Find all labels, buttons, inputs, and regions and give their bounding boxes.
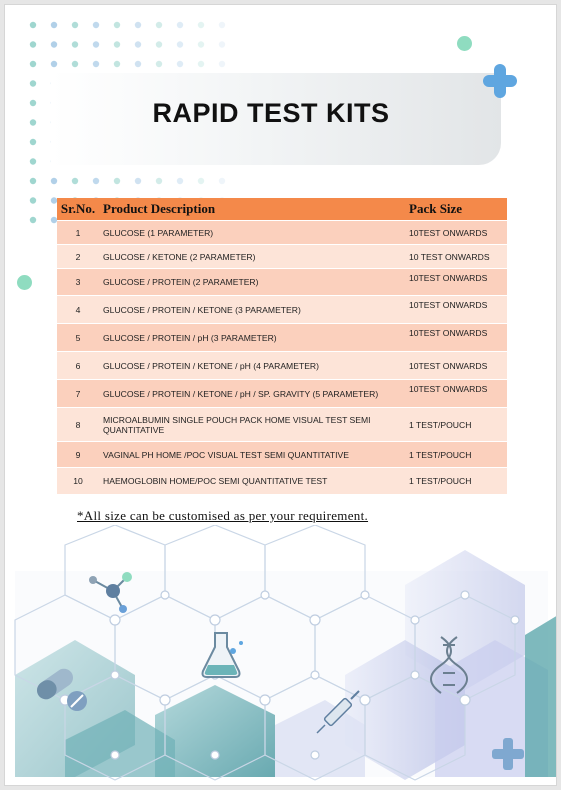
table-row	[57, 442, 507, 468]
grid-dot	[72, 61, 78, 67]
grid-dot	[51, 61, 57, 67]
cell-sr-no: 7	[57, 380, 99, 408]
header-pack-size: Pack Size	[405, 198, 507, 221]
grid-dot	[30, 139, 36, 145]
grid-dot	[219, 178, 225, 184]
cell-pack-size: 10TEST ONWARDS	[405, 380, 507, 408]
grid-dot	[114, 61, 120, 67]
grid-dot	[72, 41, 78, 47]
cell-description: GLUCOSE / PROTEIN / KETONE (3 PARAMETER)	[99, 296, 405, 324]
grid-dot	[177, 22, 183, 28]
grid-dot	[135, 22, 141, 28]
cell-sr-no: 5	[57, 324, 99, 352]
grid-dot	[198, 178, 204, 184]
cell-description: GLUCOSE / PROTEIN / pH (3 PARAMETER)	[99, 324, 405, 352]
grid-dot	[30, 61, 36, 67]
table-row	[57, 221, 507, 245]
grid-dot	[30, 80, 36, 86]
cell-pack-size: 1 TEST/POUCH	[405, 468, 507, 494]
customisation-footnote: *All size can be customised as per your requirement.	[77, 508, 369, 523]
cell-sr-no: 4	[57, 296, 99, 324]
cell-pack-size: 10TEST ONWARDS	[405, 221, 507, 245]
grid-dot	[93, 178, 99, 184]
grid-dot	[51, 41, 57, 47]
table-row	[57, 408, 507, 442]
grid-dot	[30, 100, 36, 106]
table-row	[57, 245, 507, 269]
grid-dot	[30, 197, 36, 203]
cell-description: GLUCOSE / KETONE (2 PARAMETER)	[99, 245, 405, 269]
grid-dot	[93, 61, 99, 67]
cell-pack-size: 10TEST ONWARDS	[405, 269, 507, 296]
grid-dot	[30, 217, 36, 223]
cell-sr-no: 9	[57, 442, 99, 468]
science-hexagon-illustration	[5, 525, 557, 786]
header-product-description: Product Description	[99, 198, 405, 221]
plus-icon	[481, 62, 519, 100]
cell-pack-size: 1 TEST/POUCH	[405, 442, 507, 468]
cell-sr-no: 2	[57, 245, 99, 269]
grid-dot	[51, 22, 57, 28]
grid-dot	[30, 178, 36, 184]
table-row	[57, 269, 507, 296]
grid-dot	[219, 22, 225, 28]
table-row	[57, 380, 507, 408]
table-row	[57, 324, 507, 352]
table-row	[57, 296, 507, 324]
grid-dot	[114, 22, 120, 28]
cell-pack-size: 10 TEST ONWARDS	[405, 245, 507, 269]
header-sr-no: Sr.No.	[57, 198, 99, 221]
cell-description: GLUCOSE (1 PARAMETER)	[99, 221, 405, 245]
grid-dot	[198, 41, 204, 47]
grid-dot	[93, 41, 99, 47]
cell-description: HAEMOGLOBIN HOME/POC SEMI QUANTITATIVE TEST	[99, 468, 405, 494]
cell-pack-size: 10TEST ONWARDS	[405, 352, 507, 380]
grid-dot	[156, 178, 162, 184]
grid-dot	[156, 61, 162, 67]
page-title: RAPID TEST KITS	[152, 98, 390, 128]
grid-dot	[72, 178, 78, 184]
table-row	[57, 468, 507, 494]
grid-dot	[135, 178, 141, 184]
grid-dot	[114, 41, 120, 47]
cell-sr-no: 3	[57, 269, 99, 296]
cell-sr-no: 10	[57, 468, 99, 494]
cell-sr-no: 6	[57, 352, 99, 380]
document-page	[4, 4, 557, 786]
grid-dot	[30, 41, 36, 47]
grid-dot	[30, 119, 36, 125]
grid-dot	[177, 61, 183, 67]
table-row	[57, 352, 507, 380]
cell-description: GLUCOSE / PROTEIN (2 PARAMETER)	[99, 269, 405, 296]
grid-dot	[198, 22, 204, 28]
grid-dot	[219, 61, 225, 67]
grid-dot	[135, 61, 141, 67]
grid-dot	[30, 22, 36, 28]
mint-dot-left	[17, 275, 32, 290]
cell-sr-no: 1	[57, 221, 99, 245]
grid-dot	[114, 178, 120, 184]
grid-dot	[156, 41, 162, 47]
grid-dot	[135, 41, 141, 47]
grid-dot	[93, 22, 99, 28]
cell-description: GLUCOSE / PROTEIN / KETONE / pH / SP. GRAVITY (5 PARAMETER)	[99, 380, 405, 408]
grid-dot	[177, 41, 183, 47]
cell-pack-size: 1 TEST/POUCH	[405, 408, 507, 442]
cell-pack-size: 10TEST ONWARDS	[405, 324, 507, 352]
cell-pack-size: 10TEST ONWARDS	[405, 296, 507, 324]
cell-description: VAGINAL PH HOME /POC VISUAL TEST SEMI QUANTITATIVE	[99, 442, 405, 468]
grid-dot	[198, 61, 204, 67]
cell-description: MICROALBUMIN SINGLE POUCH PACK HOME VISUAL TEST SEMI QUANTITATIVE	[99, 408, 405, 442]
grid-dot	[156, 22, 162, 28]
grid-dot	[177, 178, 183, 184]
rapid-test-kits-table	[57, 198, 507, 494]
table-header-row	[57, 198, 507, 221]
grid-dot	[219, 41, 225, 47]
cell-sr-no: 8	[57, 408, 99, 442]
grid-dot	[51, 178, 57, 184]
grid-dot	[30, 158, 36, 164]
cell-description: GLUCOSE / PROTEIN / KETONE / pH (4 PARAMETER)	[99, 352, 405, 380]
grid-dot	[72, 22, 78, 28]
mint-dot-top	[457, 36, 472, 51]
